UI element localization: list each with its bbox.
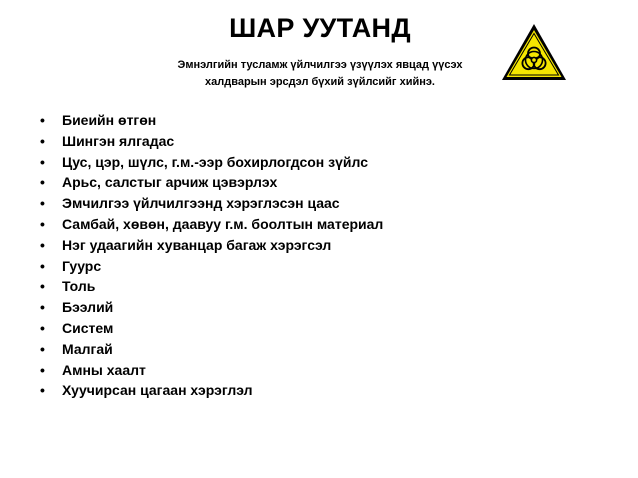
- list-item-text: Цус, цэр, шүлс, г.м.-ээр бохирлогдсон зүйлс: [62, 153, 368, 170]
- list-item-text: Хуучирсан цагаан хэрэглэл: [62, 382, 253, 399]
- list-item: [40, 256, 383, 277]
- list-item: [40, 297, 383, 318]
- bullet-dot: •: [40, 153, 45, 170]
- bullet-list: [40, 110, 383, 401]
- list-item: [40, 131, 383, 152]
- bullet-dot: •: [40, 195, 45, 212]
- subtitle-line-2: халдварын эрсдэл бүхий зүйлсийг хийнэ.: [205, 76, 435, 88]
- list-item: [40, 214, 383, 235]
- bullet-dot: •: [40, 112, 45, 128]
- list-item-text: Гуурс: [62, 257, 102, 274]
- bullet-dot: •: [40, 361, 45, 378]
- list-item-text: Арьс, салстыг арчиж цэвэрлэх: [62, 174, 278, 191]
- list-item-text: Биеийн өтгөн: [62, 112, 157, 128]
- list-item: [40, 235, 383, 256]
- slide-title: ШАР УУТАНД: [229, 13, 411, 43]
- bullet-dot: •: [40, 319, 45, 336]
- list-item-text: Эмчилгээ үйлчилгээнд хэрэглэсэн цаас: [62, 195, 340, 212]
- bullet-dot: •: [40, 382, 45, 399]
- list-item-text: Систем: [62, 319, 114, 336]
- list-item: [40, 276, 383, 297]
- list-item: [40, 152, 383, 173]
- bullet-dot: •: [40, 174, 45, 191]
- list-item: [40, 380, 383, 401]
- list-item: [40, 360, 383, 381]
- list-item: [40, 172, 383, 193]
- list-item-text: Малгай: [62, 340, 113, 357]
- bullet-dot: •: [40, 236, 45, 253]
- list-item-text: Самбай, хөвөн, даавуу г.м. боолтын материал: [62, 215, 384, 232]
- bullet-dot: •: [40, 340, 45, 357]
- bullet-dot: •: [40, 299, 45, 316]
- list-item-text: Шингэн ялгадас: [62, 132, 175, 149]
- list-item-text: Толь: [62, 278, 96, 295]
- list-item-text: Бээлий: [62, 299, 114, 316]
- list-item-text: Амны хаалт: [62, 361, 146, 378]
- bullet-dot: •: [40, 257, 45, 274]
- list-item: [40, 110, 383, 131]
- bullet-dot: •: [40, 132, 45, 149]
- bullet-dot: •: [40, 215, 45, 232]
- list-item-text: Нэг удаагийн хуванцар багаж хэрэгсэл: [62, 236, 332, 253]
- slide-subtitle: [150, 57, 490, 91]
- bullet-dot: •: [40, 278, 45, 295]
- list-item: [40, 318, 383, 339]
- biohazard-warning-icon: [500, 22, 568, 82]
- list-item: [40, 193, 383, 214]
- list-item: [40, 339, 383, 360]
- subtitle-line-1: Эмнэлгийн тусламж үйлчилгээ үзүүлэх явцад үүсэх: [177, 59, 463, 71]
